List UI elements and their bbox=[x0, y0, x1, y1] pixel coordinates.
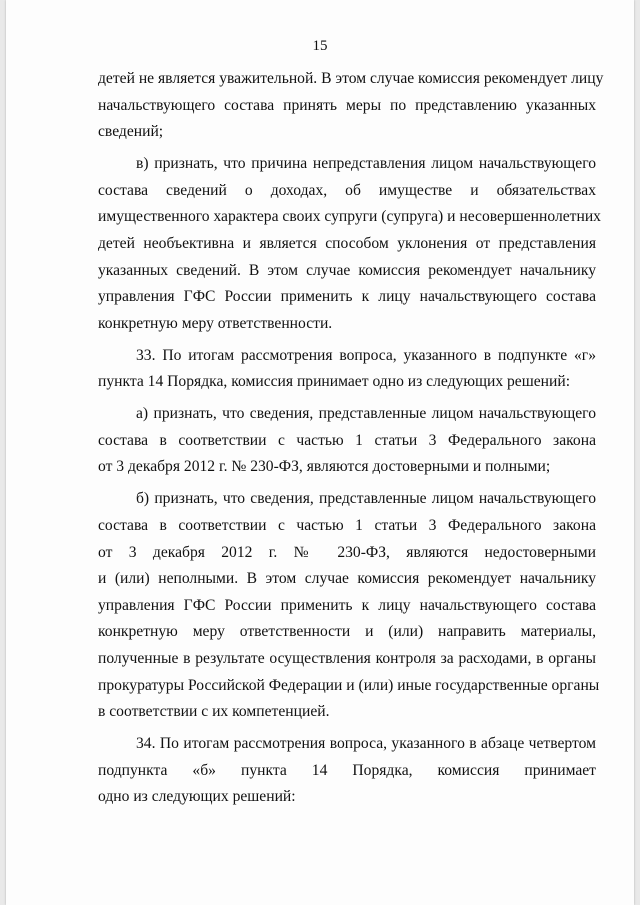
page-number: 15 bbox=[312, 38, 328, 54]
paragraph-item-v bbox=[98, 151, 601, 337]
text-line: конкретную меру ответственности. bbox=[98, 314, 333, 332]
paragraph-item-a bbox=[98, 401, 596, 481]
text-line: в) признать, что причина непредставления лицом начальствующего bbox=[136, 155, 596, 173]
text-line: полученные в результате осуществления контроля за расходами, в органы bbox=[98, 650, 596, 668]
text-line: пункта 14 Порядка, комиссия принимает одно из следующих решений: bbox=[98, 373, 571, 391]
text-line: б) признать, что сведения, представленные лицом начальствующего bbox=[136, 490, 596, 508]
text-line: указанных сведений. В этом случае комиссия рекомендует начальнику bbox=[98, 261, 596, 279]
paragraph-section-34 bbox=[98, 731, 596, 811]
text-line: управления ГФС России применить к лицу начальствующего состава bbox=[98, 288, 596, 306]
text-line: а) признать, что сведения, представленные лицом начальствующего bbox=[136, 405, 596, 423]
text-line: от 3 декабря 2012 г. № 230-ФЗ, являются недостоверными bbox=[98, 543, 596, 561]
text-line: в соответствии с их компетенцией. bbox=[98, 703, 330, 721]
text-line: состава сведений о доходах, об имуществе и обязательствах bbox=[98, 181, 596, 199]
document-body bbox=[98, 66, 604, 811]
paragraph-section-33 bbox=[98, 343, 596, 396]
text-line: 33. По итогам рассмотрения вопроса, указанного в подпункте «г» bbox=[136, 346, 596, 364]
text-line: прокуратуры Российской Федерации и (или) иные государственные органы bbox=[98, 676, 600, 694]
text-line: одно из следующих решений: bbox=[98, 788, 296, 806]
text-line: 34. По итогам рассмотрения вопроса, указанного в абзаце четвертом bbox=[136, 735, 596, 753]
text-line: состава в соответствии с частью 1 статьи 3 Федерального закона bbox=[98, 431, 596, 449]
text-line: детей необъективна и является способом уклонения от представления bbox=[98, 234, 596, 252]
text-line: конкретную меру ответственности и (или) направить материалы, bbox=[98, 623, 596, 641]
text-line: управления ГФС России применить к лицу начальствующего состава bbox=[98, 596, 596, 614]
paragraph-continuation bbox=[98, 66, 604, 146]
text-line: подпункта «б» пункта 14 Порядка, комиссия принимает bbox=[98, 761, 596, 779]
text-line: начальствующего состава принять меры по представлению указанных bbox=[98, 96, 596, 114]
text-line: имущественного характера своих супруги (супруга) и несовершеннолетних bbox=[98, 208, 601, 226]
paragraph-item-b bbox=[98, 486, 600, 725]
text-line: и (или) неполными. В этом случае комиссия рекомендует начальнику bbox=[98, 570, 596, 588]
text-line: от 3 декабря 2012 г. № 230-ФЗ, являются достоверными и полными; bbox=[98, 458, 551, 476]
text-line: детей не является уважительной. В этом случае комиссия рекомендует лицу bbox=[98, 70, 604, 87]
text-line: состава в соответствии с частью 1 статьи 3 Федерального закона bbox=[98, 517, 596, 535]
text-line: сведений; bbox=[98, 123, 164, 141]
